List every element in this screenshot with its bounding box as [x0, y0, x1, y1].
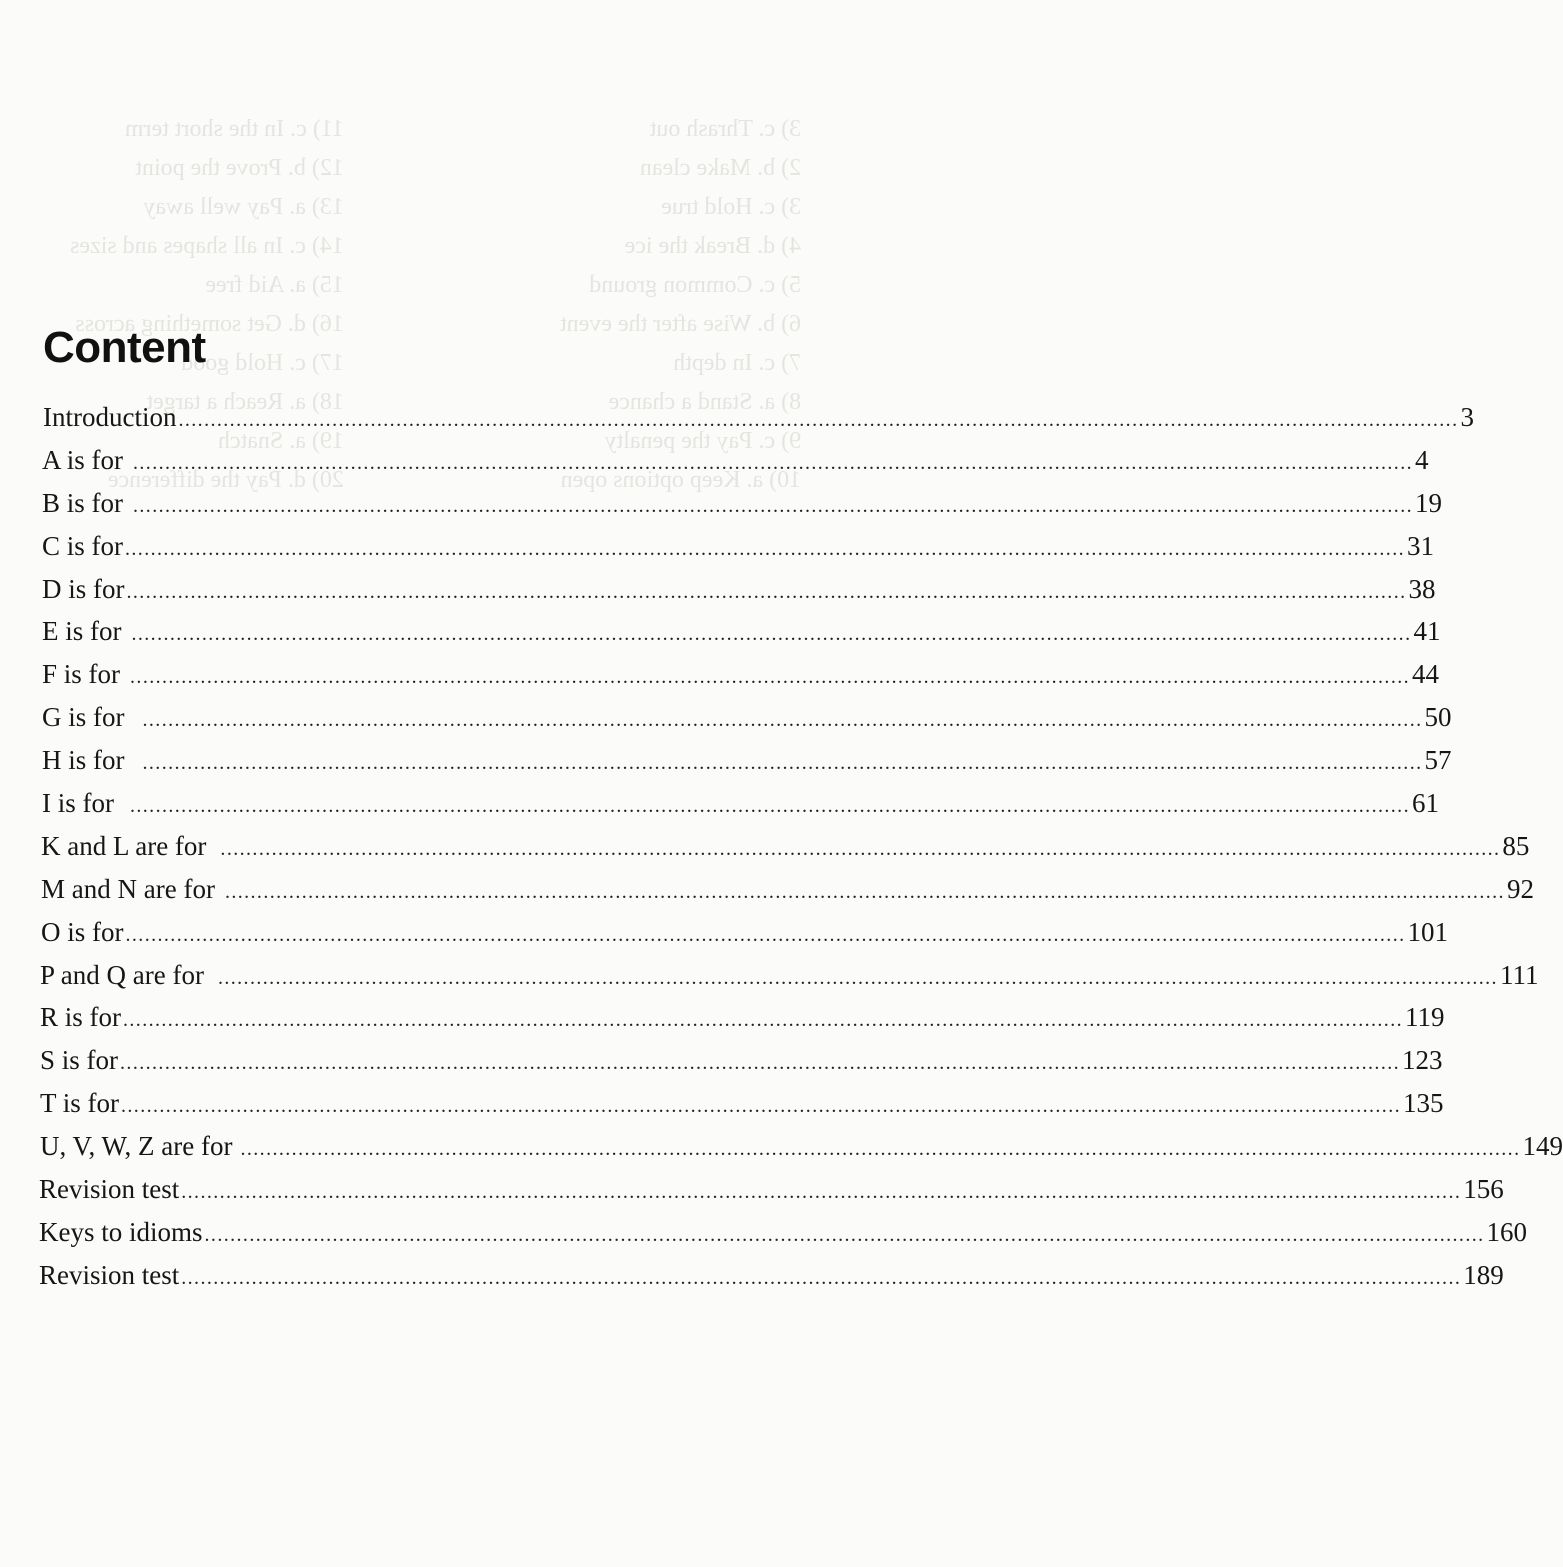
- leader-dots: ........................................................................................................................................................................................................: [131, 623, 1412, 646]
- toc-entry-page: 135: [1403, 1088, 1444, 1119]
- toc-entry-page: 111: [1499, 959, 1539, 990]
- toc-entry: [0, 911, 1448, 954]
- toc-entry-page: 50: [1424, 702, 1452, 733]
- toc-entry-page: 57: [1424, 745, 1452, 776]
- toc-entry-page: 38: [1408, 573, 1436, 604]
- toc-entry-label: U, V, W, Z are for: [40, 1131, 233, 1162]
- leader-dots: ........................................................................................................................................................................................................: [220, 837, 1501, 860]
- toc-entry-page: 123: [1402, 1045, 1443, 1076]
- toc-entry: [0, 439, 1429, 482]
- toc-entry-label: G is for: [42, 702, 125, 733]
- toc-entry-label: F is for: [42, 659, 121, 690]
- toc-entry-page: 189: [1463, 1259, 1504, 1290]
- leader-dots: ........................................................................................................................................................................................................: [142, 709, 1423, 732]
- toc-entry: [0, 525, 1434, 568]
- leader-dots: ........................................................................................................................................................................................................: [125, 923, 1406, 946]
- page-title: Content: [43, 323, 206, 372]
- reverse-side-bleed: 3) c. Thrash out 2) b. Make clean 3) c. Hold true 4) d. Break the ice 5) c. Common ground 6) b. Wise after the event 7) c. In depth 8) a. Stand a chance 9) c. Pay the penalty 10) a. Keep options open: [560, 116, 802, 493]
- leader-dots: ........................................................................................................................................................................................................: [125, 537, 1405, 560]
- toc-entry: [0, 825, 1530, 868]
- leader-dots: ........................................................................................................................................................................................................: [129, 795, 1410, 818]
- leader-dots: ........................................................................................................................................................................................................: [130, 666, 1411, 689]
- toc-entry-label: D is for: [42, 573, 125, 604]
- toc-entry-page: 160: [1486, 1216, 1528, 1247]
- toc-entry-page: 44: [1412, 659, 1440, 690]
- toc-entry: [0, 782, 1439, 825]
- toc-entry-page: 85: [1502, 830, 1530, 861]
- toc-entry-page: 92: [1506, 873, 1534, 904]
- leader-dots: ........................................................................................................................................................................................................: [181, 1181, 1462, 1204]
- toc-entry-label: B is for: [42, 487, 123, 518]
- leader-dots: ........................................................................................................................................................................................................: [126, 580, 1407, 603]
- toc-entry-label: R is for: [40, 1002, 121, 1033]
- toc-entry-page: 3: [1460, 402, 1474, 432]
- toc-entry-page: 31: [1407, 530, 1434, 561]
- toc-entry-label: C is for: [42, 530, 123, 561]
- toc-entry: [0, 1211, 1528, 1254]
- toc-entry: [0, 653, 1440, 696]
- toc-entry: [0, 1082, 1444, 1125]
- leader-dots: ........................................................................................................................................................................................................: [240, 1138, 1521, 1161]
- toc-entry: [0, 482, 1442, 525]
- toc-entry: [0, 868, 1534, 911]
- leader-dots: ........................................................................................................................................................................................................: [204, 1223, 1485, 1246]
- leader-dots: ........................................................................................................................................................................................................: [217, 966, 1498, 989]
- reverse-side-bleed-right: 11) c. In the short term 12) b. Prove the point 13) a. Pay well away 14) c. In all shapes and sizes 15) a. Aid free 16) d. Get something across 17) c. Hold good 18) a. Reach a target 19) a. Snatch 20) d. Pay the difference: [70, 116, 344, 493]
- toc-entry: [0, 1039, 1443, 1082]
- toc-entry-label: O is for: [41, 916, 124, 947]
- toc-entry-page: 61: [1411, 788, 1439, 819]
- leader-dots: ........................................................................................................................................................................................................: [133, 494, 1413, 517]
- toc-entry: [0, 739, 1452, 782]
- leader-dots: ........................................................................................................................................................................................................: [121, 1095, 1401, 1118]
- toc-entry: [0, 696, 1452, 739]
- leader-dots: ........................................................................................................................................................................................................: [224, 880, 1505, 903]
- toc-entry-label: S is for: [40, 1045, 119, 1076]
- toc-entry-label: H is for: [42, 745, 125, 776]
- leader-dots: ........................................................................................................................................................................................................: [120, 1052, 1401, 1075]
- toc-entry-label: A is for: [42, 444, 123, 475]
- toc-entry-page: 4: [1415, 444, 1429, 475]
- toc-entry-page: 101: [1407, 916, 1448, 947]
- toc-entry: [0, 568, 1436, 611]
- toc-entry-page: 156: [1463, 1174, 1504, 1205]
- toc-entry: [0, 996, 1445, 1039]
- toc-entry-page: 19: [1415, 487, 1442, 518]
- toc-entry: [0, 1254, 1504, 1297]
- toc-entry-label: Introduction: [43, 402, 177, 432]
- toc-entry: [0, 954, 1539, 997]
- leader-dots: ........................................................................................................................................................................................................: [133, 451, 1413, 474]
- toc-entry: [0, 610, 1441, 653]
- toc-entry-page: 119: [1405, 1002, 1445, 1033]
- toc-entry-label: M and N are for: [41, 873, 215, 904]
- toc-entry-label: I is for: [42, 788, 114, 819]
- toc-entry-label: Keys to idioms: [39, 1216, 203, 1247]
- toc-entry-label: K and L are for: [41, 830, 207, 861]
- leader-dots: ........................................................................................................................................................................................................: [181, 1266, 1462, 1289]
- toc-entry-label: E is for: [42, 616, 122, 647]
- toc-entry-label: P and Q are for: [40, 959, 204, 990]
- table-of-contents: [0, 396, 1563, 1297]
- toc-entry-label: T is for: [40, 1088, 119, 1119]
- leader-dots: ........................................................................................................................................................................................................: [123, 1009, 1403, 1032]
- toc-entry: [0, 1125, 1563, 1168]
- toc-entry-page: 149: [1522, 1131, 1563, 1162]
- toc-entry: [0, 396, 1474, 439]
- toc-entry-page: 41: [1413, 616, 1441, 647]
- leader-dots: ........................................................................................................................................................................................................: [178, 409, 1459, 431]
- leader-dots: ........................................................................................................................................................................................................: [142, 752, 1423, 775]
- toc-entry: [0, 1168, 1504, 1211]
- toc-entry-label: Revision test: [39, 1259, 180, 1290]
- toc-entry-label: Revision test: [39, 1174, 180, 1205]
